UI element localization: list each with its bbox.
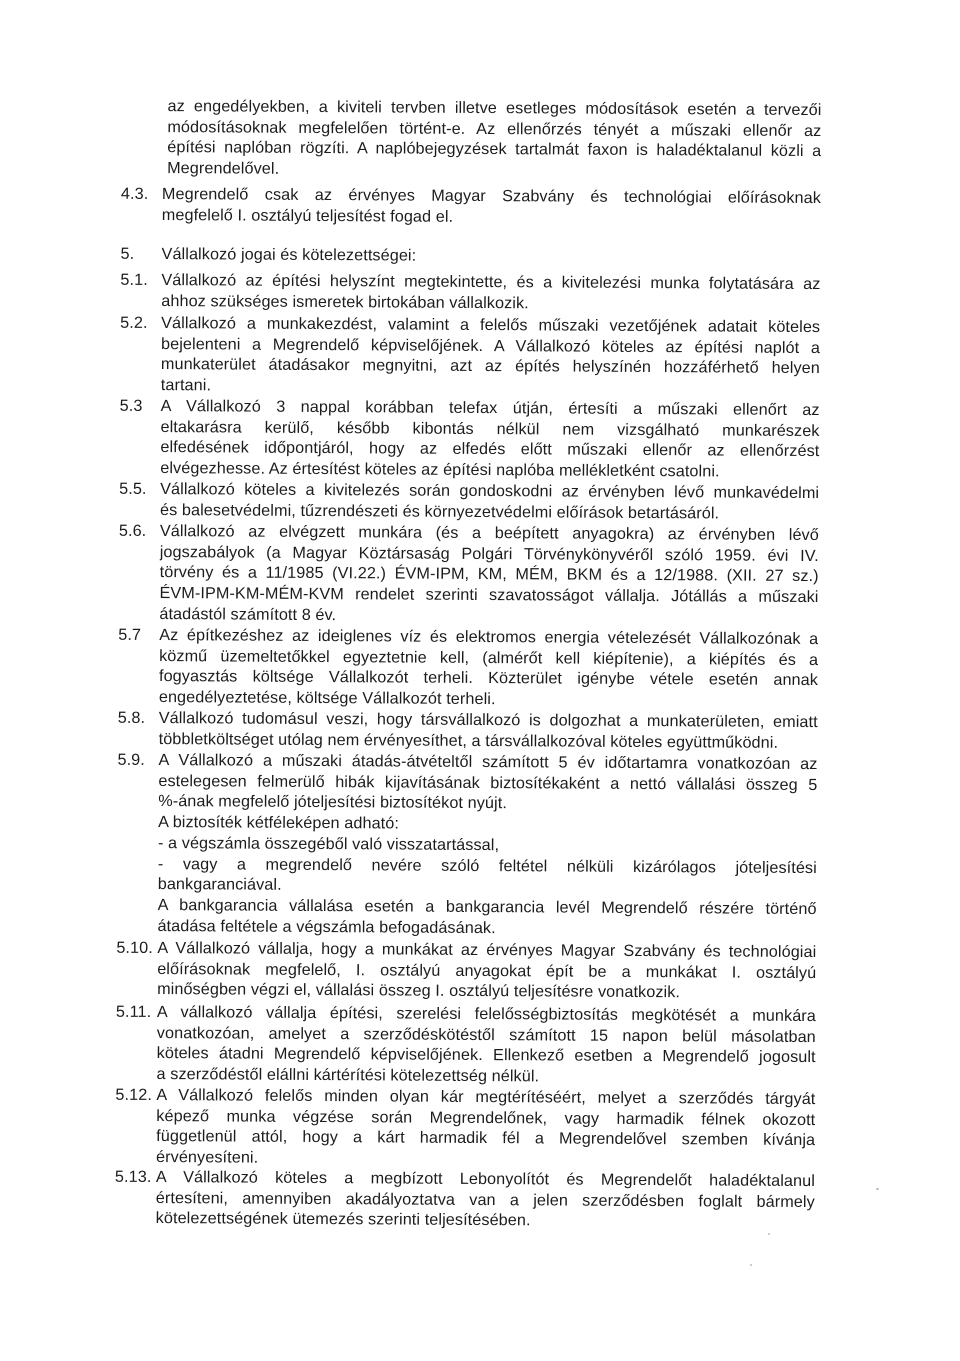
- paragraph-text: [160, 396, 819, 483]
- scan-speck: [768, 1233, 770, 1235]
- text-line: engedélyeztetése, költsége Vállalkozót terheli.: [158, 688, 496, 709]
- text-line: megfelelő I. osztályú teljesítést fogad el.: [161, 205, 454, 226]
- text-line: A Vállalkozó köteles a megbízott Lebonyolítót és Megrendelőt haladéktalanul: [155, 1168, 815, 1191]
- text-line: - vagy a megrendelő nevére szóló feltétel nélküli kizárólagos jóteljesítési: [157, 854, 817, 877]
- clause-5-11: [116, 1002, 816, 1089]
- paragraph-text: [157, 1002, 816, 1089]
- clause-number: 5.5.: [119, 479, 147, 498]
- text-line: minőségben végzi el, vállalási összeg I. osztályú teljesítésre vonatkozik.: [157, 980, 681, 1002]
- text-line: átadása feltétele a végszámla befogadásának.: [157, 916, 496, 937]
- text-line: és balesetvédelmi, tűzrendészeti és környezetvédelmi előírások betartásáról.: [159, 500, 720, 523]
- text-line: fogyasztás költsége Vállalkozót terheli. Közterület igénybe vétele esetén annak: [158, 667, 819, 690]
- text-line: függetlenül attól, hogy a kárt harmadik fél a Megrendelővel szemben kívánja: [156, 1127, 816, 1150]
- text-line: értesíteni, amennyiben akadályoztatva van a jelen szerződésben foglalt bármely: [155, 1188, 815, 1211]
- paragraph-continuation: [121, 96, 821, 183]
- text-line: Vállalkozó jogai és kötelezettségei:: [161, 245, 417, 265]
- clause-5-5: [119, 479, 819, 525]
- text-line: előírásoknak megfelelő, I. osztályú anyagokat épít be a munkákat I. osztályú: [157, 959, 817, 982]
- text-line: köteles átadni Megrendelő képviselőjének. Ellenkező esetben a Megrendelő jogosult: [156, 1044, 816, 1067]
- text-line: módosításoknak megfelelően történt-e. Az ellenőrzés tényét a műszaki ellenőr az: [167, 117, 822, 140]
- text-line: ahhoz szükséges ismeretek birtokában vállalkozik.: [161, 291, 529, 312]
- text-line: tartani.: [160, 376, 212, 395]
- text-line: többletköltséget utólag nem érvényesíthet, a társvállalkozóval köteles együttműködni.: [158, 729, 779, 752]
- text-line: elfedésének időpontjáról, hogy az elfedés előtt műszaki ellenőr az ellenőrzést: [160, 438, 820, 461]
- paragraph-text: [159, 625, 818, 712]
- paragraph-text: [159, 708, 818, 753]
- paragraph-text: [156, 1167, 815, 1233]
- text-line: A vállalkozó vállalja építési, szerelési felelősségbiztosítás megkötését a munkára: [156, 1003, 817, 1026]
- clause-number: 5.6.: [118, 521, 147, 540]
- text-line: A Vállalkozó 3 nappal korábban telefax útján, értesíti a műszaki ellenőrt az: [160, 397, 820, 420]
- clause-number: 5.2.: [120, 313, 148, 332]
- text-line: A Vállalkozó felelős minden olyan kár megtérítéséért, melyet a szerződés tárgyát: [156, 1086, 816, 1109]
- paragraph-text: [159, 521, 819, 629]
- clause-number: 5.11.: [115, 1002, 152, 1021]
- text-line: vonatkozóan, amelyet a szerződéskötéstől számított 15 napon belül másolatban: [156, 1023, 816, 1046]
- paragraph-text: [156, 1085, 815, 1172]
- clause-5-12: [115, 1085, 815, 1172]
- text-line: bejelenteni a Megrendelő képviselőjének. A Vállalkozó köteles az építési naplót a: [160, 334, 821, 357]
- clause-4-3: [121, 184, 821, 230]
- text-line: bankgaranciával.: [157, 875, 282, 895]
- paragraph-text: [157, 750, 817, 940]
- clause-5-6: [118, 521, 819, 629]
- section-number: 5.: [120, 244, 135, 263]
- text-line: elvégezhesse. Az értesítést köteles az építési naplóba mellékletként csatolni.: [160, 459, 720, 481]
- clause-number: 5.12.: [115, 1085, 153, 1105]
- clause-number: 4.3.: [120, 184, 149, 203]
- clause-5-7: [118, 625, 818, 712]
- text-line: A Vállalkozó a műszaki átadás-átvételtől számított 5 év időtartamra vonatkozóan az: [158, 751, 818, 774]
- paragraph-text: [161, 313, 820, 400]
- text-line: eltakarásra kerülő, később kibontás nélkül nem vizsgálható munkarészek: [160, 417, 820, 440]
- scan-speck: [750, 1264, 752, 1266]
- section-title: [162, 244, 821, 269]
- text-line: érvényesíteni.: [156, 1148, 259, 1167]
- text-line: A bankgarancia vállalása esetén a bankgarancia levél Megrendelő részére történő: [157, 895, 817, 918]
- text-line: ÉVM-IPM-KM-MÉM-KVM rendelet szerinti szavatosságot vállalja. Jótállás a műszaki: [159, 584, 819, 607]
- section-5-heading: [121, 244, 821, 269]
- clause-5-9: [116, 750, 817, 941]
- clause-5-10: [116, 938, 816, 1004]
- text-line: közmű üzemeltetőkkel egyeztetnie kell, (almérőt kell kiépítenie), a kiépítés és a: [159, 646, 819, 669]
- text-line: kötelezettségének ütemezés szerinti teljesítésében.: [155, 1209, 531, 1230]
- text-line: Megrendelő csak az érvényes Magyar Szabvány és technológiai előírásoknak: [161, 185, 821, 208]
- clause-5-13: [115, 1167, 815, 1233]
- text-line: Vállalkozó tudomásul veszi, hogy társvállalkozó is dolgozhat a munkaterületen, emiatt: [158, 709, 818, 732]
- clause-5-1: [120, 270, 820, 316]
- text-line: törvény és a 11/1985 (VI.22.) ÉVM-IPM, KM, MÉM, BKM és a 12/1988. (XII. 27 sz.): [159, 563, 819, 586]
- text-line: Megrendelővel.: [167, 159, 280, 178]
- text-line: Vállalkozó köteles a kivitelezés során gondoskodni az érvényben lévő munkavédelmi: [160, 480, 820, 503]
- text-line: átadástól számított 8 év.: [159, 604, 337, 624]
- text-line: Vállalkozó az építési helyszínt megtekintette, és a kivitelezési munka folytatására az: [161, 271, 821, 294]
- paragraph-text: [160, 479, 819, 524]
- scan-speck: [876, 1188, 879, 1190]
- clause-number: 5.1.: [120, 270, 148, 289]
- text-line: - a végszámla összegéből való visszatartással,: [157, 833, 500, 854]
- clause-number: 5.13.: [114, 1167, 152, 1187]
- text-line: Vállalkozó a munkakezdést, valamint a felelős műszaki vezetőjének adatait köteles: [161, 314, 821, 337]
- text-line: estelegesen felmerülő hibák kijavításának biztosítékaként a nettó vállalási összeg 5: [158, 771, 818, 794]
- text-line: Az építkezéshez az ideiglenes víz és elektromos energia vételezését Vállalkozónak a: [159, 626, 819, 649]
- clause-number: 5.9.: [117, 750, 145, 769]
- paragraph-text: [161, 270, 820, 315]
- paragraph-text: [162, 184, 821, 229]
- text-line: %-ának megfelelő jóteljesítési biztosítékot nyújt.: [158, 792, 508, 813]
- clause-number: 5.8.: [117, 708, 146, 727]
- text-line: jogszabályok (a Magyar Köztársaság Polgári Törvénykönyvéről szóló 1959. évi IV.: [159, 542, 819, 565]
- text-line: munkaterület átadásakor megnyitni, azt az építés helyszínén hozzáférhető helyen: [160, 355, 820, 378]
- text-line: a szerződéstől elállni kártérítési kötelezettség nélkül.: [156, 1065, 540, 1086]
- clause-5-8: [118, 708, 818, 754]
- paragraph-text: [167, 96, 821, 183]
- clause-number: 5.10.: [116, 938, 153, 958]
- clause-number: 5.7: [118, 625, 142, 644]
- text-line: A Vállalkozó vállalja, hogy a munkákat az érvényes Magyar Szabvány és technológiai: [157, 939, 817, 962]
- text-line: építési naplóban rögzíti. A naplóbejegyzések tartalmát faxon is haladéktalanul közli a: [167, 138, 822, 161]
- clause-5-2: [120, 313, 820, 400]
- clause-number: 5.3: [119, 396, 143, 415]
- text-line: A biztosíték kétféleképen adható:: [158, 813, 400, 833]
- paragraph-text: [157, 938, 816, 1004]
- text-line: Vállalkozó az elvégzett munkára (és a beépített anyagokra) az érvényben lévő: [159, 522, 819, 545]
- text-line: képező munka végzése során Megrendelőnek, vagy harmadik félnek okozott: [156, 1106, 816, 1129]
- text-line: az engedélyekben, a kiviteli tervben illetve esetleges módosítások esetén a tervezői: [167, 97, 822, 120]
- clause-5-3: [119, 396, 819, 483]
